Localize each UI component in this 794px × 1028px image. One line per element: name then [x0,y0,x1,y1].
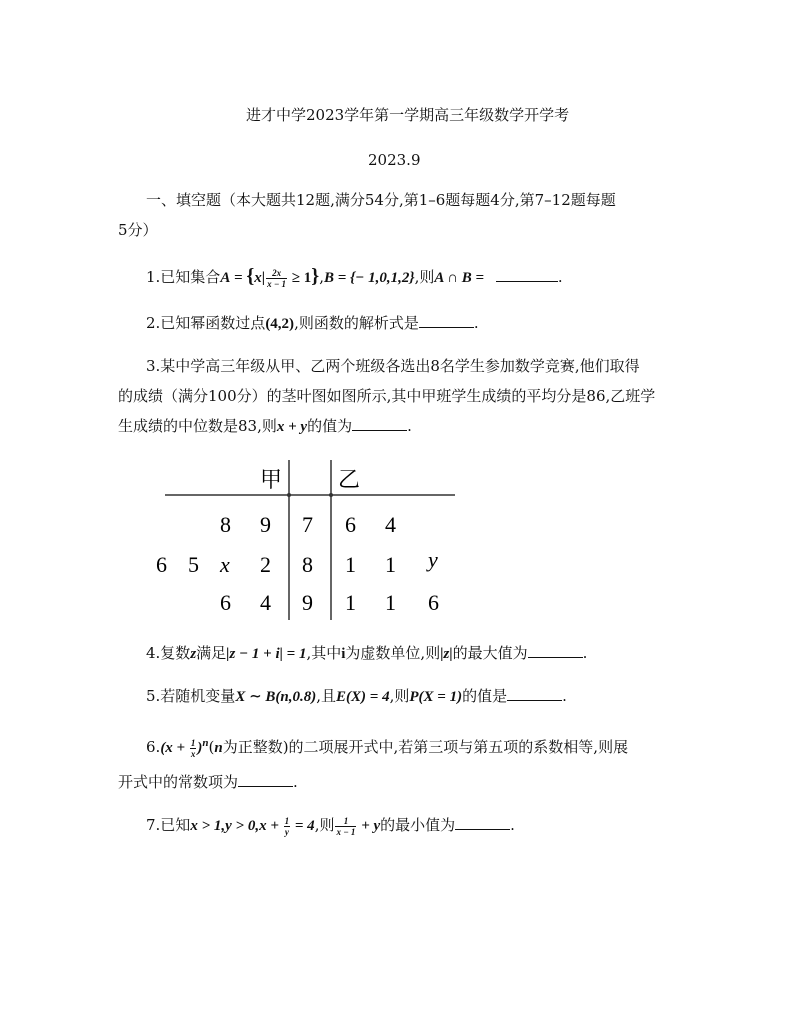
q6-n: n [214,740,223,756]
q1-set-a: A [220,270,231,286]
q6-prefix: 6. [146,738,161,756]
q1-end: . [557,268,563,286]
q4-condition: |z − 1 + i| = 1 [226,646,307,662]
q2-answer-blank[interactable] [419,313,474,328]
q5-expectation: E(X) = 4 [336,689,390,705]
q6-paren-open: ( [208,738,215,756]
q3-answer-blank[interactable] [352,416,407,431]
q7-frac1-num: 1 [284,815,290,826]
q7-suffix: 的最小值为 [380,816,456,834]
page-title: 进才中学2023学年第一学期高三年级数学开学考 [246,106,570,124]
q6-answer-blank[interactable] [238,772,293,787]
question-6-line2 [118,772,298,792]
q6-line2: 开式中的常数项为 [118,773,239,791]
q1-brace-close: } [311,265,320,287]
exam-date: 2023.9 [368,151,421,169]
q6-frac-num: 1 [190,737,196,748]
right-leaf: 1 [385,590,396,615]
question-3-line3 [118,416,412,437]
q6-exponent: n [202,737,209,749]
right-leaf: 6 [428,590,439,615]
question-1 [146,266,563,289]
q4-z: z [190,646,197,662]
q3-end: . [407,417,412,435]
q2-point: (4,2) [265,316,295,332]
q2-suffix: ,则函数的解析式是 [294,314,419,332]
q3-line3-suffix: 的值为 [307,417,353,435]
q1-fraction [266,268,287,289]
q4-prefix: 4.复数 [146,644,191,662]
left-leaf: 8 [220,512,231,537]
q6-end: . [293,773,298,791]
question-2 [146,313,479,334]
q1-ge: ≥ 1 [288,270,312,286]
left-leaf: 6 [156,552,167,577]
q6-fraction [190,738,197,759]
question-3-line2: 的成绩（满分100分）的茎叶图如图所示,其中甲班学生成绩的平均分是86,乙班学 [118,387,656,405]
q7-fraction-1 [284,816,291,837]
q3-line3-prefix: 生成绩的中位数是83,则 [118,417,277,435]
left-leaf: 4 [260,590,271,615]
q7-frac2-den: x − 1 [336,826,356,837]
q7-mid: ,则 [314,816,335,834]
q7-end: . [510,816,515,834]
q6-open: (x + [160,740,189,756]
q1-expr: A ∩ B = [434,270,488,286]
q1-frac-den: x − 1 [267,278,287,289]
question-6-line1 [146,733,628,759]
q7-prefix: 7.已知 [146,816,191,834]
right-leaf: 1 [345,552,356,577]
left-leaf: x [220,552,230,577]
q6-close: ) [197,740,203,756]
stem: 8 [302,552,313,577]
q6-frac-den: x [190,748,196,759]
q4-answer-blank[interactable] [528,643,583,658]
q4-mid2: ,其中 [306,644,342,662]
stem-leaf-junction-dot [329,493,333,497]
right-leaf: 6 [345,512,356,537]
stem-leaf-right-header: 乙 [338,468,361,493]
q4-absz: |z| [440,646,453,662]
q7-answer-blank[interactable] [455,815,510,830]
q1-eq: = [230,270,247,286]
right-leaf: 4 [385,512,396,537]
section-heading-line2: 5分） [118,221,158,239]
stem-leaf-junction-dot [287,493,291,497]
q5-distribution: X ∼ B(n,0.8) [235,689,317,705]
q7-condition-end: = 4 [291,818,315,834]
q5-mid2: ,则 [389,687,410,705]
right-leaf: 1 [385,552,396,577]
q5-probability: P(X = 1) [409,689,463,705]
q4-suffix: 的最大值为 [452,644,528,662]
q7-frac1-den: y [284,826,289,837]
q4-mid3: 为虚数单位,则 [345,644,441,662]
stem-leaf-diagram [150,455,470,630]
q4-i: i [341,646,346,662]
q7-condition: x > 1,y > 0,x + [190,818,283,834]
q1-then: ,则 [414,268,435,286]
right-leaf: y [428,547,438,572]
q1-frac-num: 2x [266,268,287,279]
q1-comma: , [319,268,324,286]
q6-note: 为正整数)的二项展开式中,若第三项与第五项的系数相等,则展 [222,738,629,756]
q5-suffix: 的值是 [462,687,508,705]
q5-prefix: 5.若随机变量 [146,687,236,705]
left-leaf: 9 [260,512,271,537]
question-5 [146,686,567,707]
stem: 9 [302,590,313,615]
q5-mid: ,且 [316,687,337,705]
q7-expr-end: + y [357,818,381,834]
q4-end: . [582,644,588,662]
q7-frac2-num: 1 [335,816,356,827]
right-leaf: 1 [345,590,356,615]
q2-end: . [473,314,479,332]
left-leaf: 5 [188,552,199,577]
q1-answer-blank[interactable] [496,267,558,282]
q1-brace-open: { [246,265,255,287]
q7-fraction-2 [335,816,356,837]
stem: 7 [302,512,313,537]
q2-prefix: 2.已知幂函数过点 [146,314,266,332]
q1-set-b: B = {− 1,0,1,2} [323,270,415,286]
question-4 [146,643,587,664]
q4-mid1: 满足 [196,644,227,662]
left-leaf: 2 [260,552,271,577]
q5-end: . [562,687,567,705]
stem-leaf-left-header: 甲 [260,468,283,493]
left-leaf: 6 [220,590,231,615]
q1-bar: | [261,270,266,286]
q3-expr: x + y [276,419,308,435]
q5-answer-blank[interactable] [507,686,562,701]
question-3-line1: 3.某中学高三年级从甲、乙两个班级各选出8名学生参加数学竞赛,他们取得 [146,357,640,375]
q1-prefix: 1.已知集合 [146,268,221,286]
section-heading-line1: 一、填空题（本大题共12题,满分54分,第1–6题每题4分,第7–12题每题 [146,191,616,209]
q1-x: x [254,270,262,286]
question-7 [146,815,515,837]
